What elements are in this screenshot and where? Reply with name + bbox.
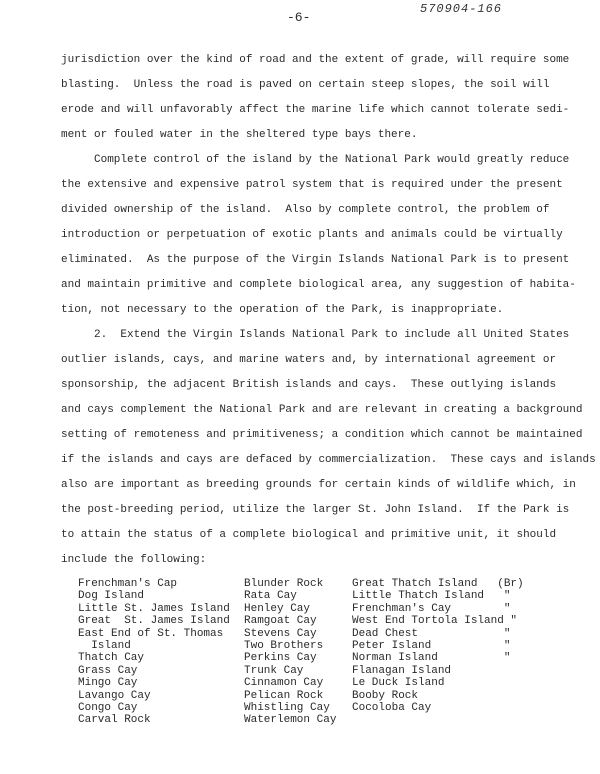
island-list-item: Rata Cay <box>244 590 297 603</box>
paragraph-2-line-3: divided ownership of the island. Also by complete control, the problem of <box>61 204 550 216</box>
island-list-item: Peter Island " <box>352 639 511 652</box>
paragraph-3-line-3: sponsorship, the adjacent British islands and cays. These outlying islands <box>61 379 557 391</box>
island-list-item: Island <box>78 639 131 652</box>
island-list-column-3 <box>352 578 524 714</box>
island-list-item: East End of St. Thomas <box>78 627 224 640</box>
island-list-item: Whistling Cay <box>244 701 330 714</box>
paragraph-1-line-4: ment or fouled water in the sheltered type bays there. <box>61 129 418 141</box>
island-list-item: Trunk Cay <box>244 664 304 677</box>
island-list-item: Henley Cay <box>244 602 311 615</box>
island-list-item: Perkins Cay <box>244 652 317 665</box>
paragraph-3-line-5: setting of remoteness and primitiveness; a condition which cannot be maintained <box>61 429 583 441</box>
island-list-item: Dead Chest " <box>352 627 511 640</box>
paragraph-2-line-5: eliminated. As the purpose of the Virgin Islands National Park is to present <box>61 254 570 266</box>
paragraph-2-line-2: the extensive and expensive patrol system that is required under the present <box>61 179 563 191</box>
island-list-item: Two Brothers <box>244 639 324 652</box>
island-list-item: Thatch Cay <box>78 652 145 665</box>
island-list-item: Cinnamon Cay <box>244 677 324 690</box>
island-list-item: Stevens Cay <box>244 627 317 640</box>
island-list-item: West End Tortola Island " <box>352 615 518 628</box>
island-list-item: Booby Rock <box>352 689 419 702</box>
island-list-item: Lavango Cay <box>78 689 151 702</box>
island-list-item: Grass Cay <box>78 664 138 677</box>
island-list-item: Cocoloba Cay <box>352 701 432 714</box>
island-list-item: Dog Island <box>78 590 145 603</box>
island-list-item: Blunder Rock <box>244 578 324 590</box>
island-list-item: Frenchman's Cap <box>78 578 178 590</box>
island-list-item: Great St. James Island <box>78 615 230 628</box>
paragraph-3-line-8: the post-breeding period, utilize the larger St. John Island. If the Park is <box>61 504 570 516</box>
paragraph-1-line-2: blasting. Unless the road is paved on certain steep slopes, the soil will <box>61 79 550 91</box>
paragraph-3-line-4: and cays complement the National Park and are relevant in creating a background <box>61 404 583 416</box>
paragraph-1-line-3: erode and will unfavorably affect the marine life which cannot tolerate sedi- <box>61 104 570 116</box>
paragraph-3-line-2: outlier islands, cays, and marine waters and, by international agreement or <box>61 354 557 366</box>
island-list-item: Ramgoat Cay <box>244 615 317 628</box>
paragraph-2-line-4: introduction or perpetuation of exotic plants and animals could be virtually <box>61 229 563 241</box>
paragraph-2-line-7: tion, not necessary to the operation of the Park, is inappropriate. <box>61 304 504 316</box>
island-list-item: Great Thatch Island (Br) <box>352 578 524 590</box>
island-list-column-1 <box>78 578 230 727</box>
island-list-column-2 <box>244 578 336 727</box>
island-list-item: Congo Cay <box>78 701 138 714</box>
island-list-item: Little Thatch Island " <box>352 590 511 603</box>
island-list-item: Carval Rock <box>78 714 151 727</box>
island-list-item: Mingo Cay <box>78 677 138 690</box>
paragraph-3-line-9: to attain the status of a complete biological and primitive unit, it should <box>61 529 557 541</box>
island-list-item: Pelican Rock <box>244 689 324 702</box>
island-list-item: Norman Island " <box>352 652 511 665</box>
paragraph-2-line-6: and maintain primitive and complete biological area, any suggestion of habita- <box>61 279 576 291</box>
paragraph-1-line-1: jurisdiction over the kind of road and the extent of grade, will require some <box>61 54 570 66</box>
island-list-item: Le Duck Island <box>352 677 445 690</box>
island-list-item: Frenchman's Cay " <box>352 602 511 615</box>
paragraph-3-line-7: also are important as breeding grounds for certain kinds of wildlife which, in <box>61 479 576 491</box>
paragraph-3-line-6: if the islands and cays are defaced by commercialization. These cays and islands <box>61 454 596 466</box>
island-list-item: Flanagan Island <box>352 664 452 677</box>
paragraph-3-line-10: include the following: <box>61 554 207 566</box>
paragraph-3-line-1: 2. Extend the Virgin Islands National Park to include all United States <box>61 329 570 341</box>
paragraph-2-line-1: Complete control of the island by the National Park would greatly reduce <box>61 154 570 166</box>
page-number: -6- <box>287 10 311 25</box>
island-list-item: Waterlemon Cay <box>244 714 337 727</box>
document-id: 570904-166 <box>420 2 503 16</box>
island-list-item: Little St. James Island <box>78 602 230 615</box>
